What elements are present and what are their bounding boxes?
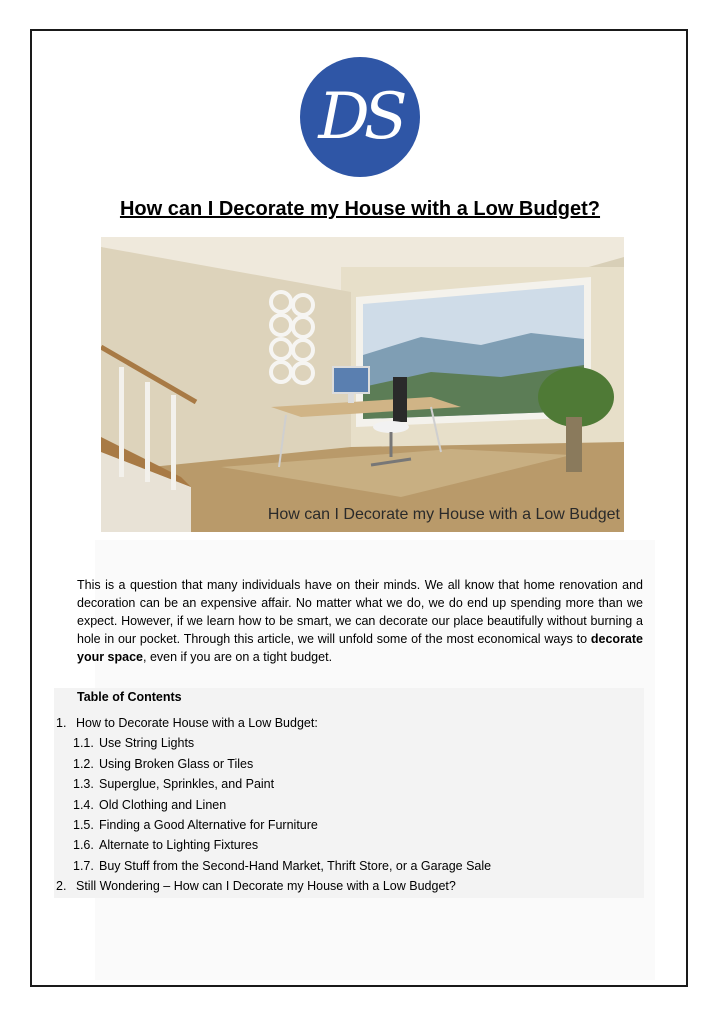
intro-text-1: This is a question that many individuals have on their minds. We all know that home renovation and decoration can be an expensive affair. No matter what we do, we do end up spending more than we expect. However, if we learn how to be smart, we can decorate our place beautifully without burning a hole in our pocket. Through this article, we will unfold some of the most economical ways to: [77, 578, 643, 646]
toc-number: 1.3.: [73, 777, 94, 792]
toc-item[interactable]: [56, 798, 491, 818]
toc-label: Superglue, Sprinkles, and Paint: [99, 777, 275, 792]
toc-number: 1.: [56, 716, 67, 730]
toc-number: 1.5.: [73, 817, 94, 832]
toc-item[interactable]: [56, 736, 491, 756]
toc-label: Buy Stuff from the Second-Hand Market, Thrift Store, or a Garage Sale: [99, 858, 492, 873]
room-illustration: [101, 237, 624, 532]
toc-item[interactable]: [56, 879, 491, 899]
toc-item[interactable]: [56, 859, 491, 879]
toc-label: Old Clothing and Linen: [99, 797, 227, 812]
intro-paragraph: [77, 576, 643, 666]
toc-number: 1.2.: [73, 756, 94, 771]
toc-label: Still Wondering – How can I Decorate my House with a Low Budget?: [76, 879, 456, 894]
hero-caption: How can I Decorate my House with a Low Budget: [267, 506, 620, 523]
toc-number: 1.4.: [73, 797, 94, 812]
toc-item[interactable]: [56, 716, 491, 736]
toc-number: 1.6.: [73, 838, 94, 853]
toc-number: 2.: [56, 879, 67, 894]
toc-label: Use String Lights: [99, 736, 195, 751]
toc-item[interactable]: [56, 777, 491, 797]
decorate-your-space-link[interactable]: decorate your space: [77, 632, 643, 664]
toc-label: Using Broken Glass or Tiles: [99, 756, 254, 771]
toc-label: Finding a Good Alternative for Furniture: [99, 817, 318, 832]
toc-number: 1.7.: [73, 858, 94, 873]
toc-number: 1.1.: [73, 736, 94, 751]
hero-image: [101, 237, 624, 532]
toc-label: Alternate to Lighting Fixtures: [99, 838, 259, 853]
logo-text: DS: [318, 80, 402, 154]
toc-item[interactable]: [56, 838, 491, 858]
table-of-contents: [56, 716, 491, 900]
page-title: How can I Decorate my House with a Low Budget?: [119, 198, 601, 220]
intro-text-2: , even if you are on a tight budget.: [143, 650, 333, 664]
toc-label: How to Decorate House with a Low Budget:: [76, 716, 318, 730]
toc-item[interactable]: [56, 757, 491, 777]
toc-item[interactable]: [56, 818, 491, 838]
toc-title: Table of Contents: [77, 690, 182, 704]
ds-logo: [300, 57, 420, 177]
